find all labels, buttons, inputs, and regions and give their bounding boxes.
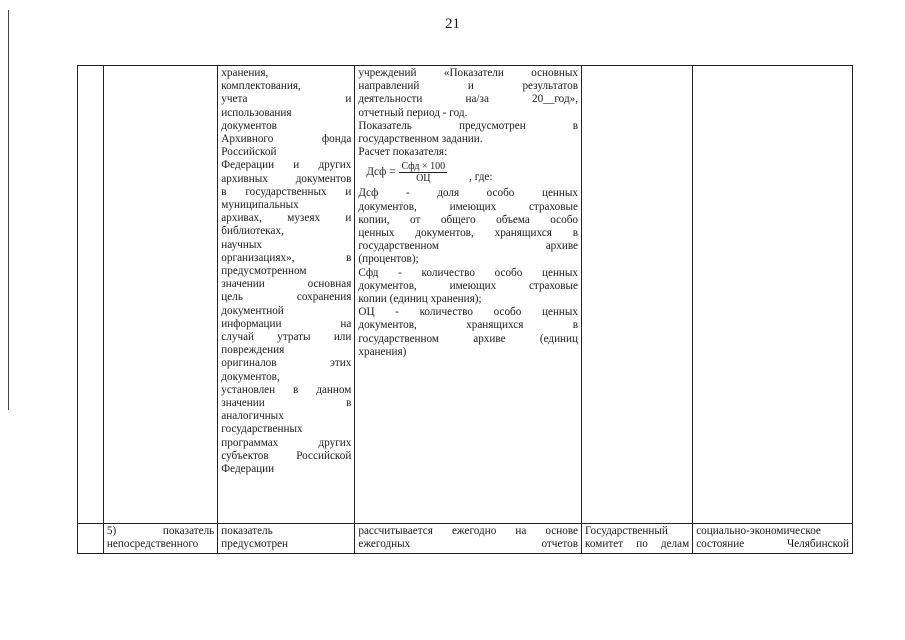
formula-denominator: ОЦ xyxy=(416,173,431,185)
text-line: социально-экономическое xyxy=(696,525,821,537)
text-line: оригиналов этих xyxy=(221,357,352,370)
text-line: непосредственного xyxy=(106,538,199,551)
text-line: значении основная xyxy=(221,278,352,291)
cell-indicator-name xyxy=(103,524,217,554)
text-line: отчетный период - год. xyxy=(358,106,468,119)
text-line: ценных документов, хранящихся в xyxy=(358,227,579,240)
text-line: Расчет показателя: xyxy=(358,146,448,159)
text-line: предусмотрен xyxy=(221,538,289,551)
indicator-table xyxy=(77,65,853,554)
text-line: Федерации и других xyxy=(221,159,352,172)
text-line: учета и xyxy=(221,93,352,106)
text-line: значении в xyxy=(221,397,352,410)
table-row xyxy=(78,524,853,554)
text-line: государственном архиве xyxy=(358,240,579,253)
text-line: субъектов Российской xyxy=(221,449,352,462)
cell-justification xyxy=(218,66,355,524)
text-line: Российской xyxy=(221,146,277,159)
text-line: государственных xyxy=(221,423,303,436)
formula-lhs: Дсф = xyxy=(366,166,396,179)
cell-responsible xyxy=(582,524,693,554)
formula-tail: , где: xyxy=(469,171,493,184)
text-line: показатель xyxy=(221,525,273,537)
text-line: документов, хранящихся в xyxy=(358,319,579,332)
text-line: государственном архиве (единиц xyxy=(358,332,579,345)
text-line: Федерации xyxy=(221,463,275,476)
cell-number xyxy=(78,524,104,554)
text-line: архивах, музеях и xyxy=(221,212,352,225)
text-line: программах других xyxy=(221,436,352,449)
table-row xyxy=(78,66,853,524)
text-line: копии (единиц хранения); xyxy=(358,293,482,306)
text-line: повреждения xyxy=(221,344,285,357)
formula-numerator: Сфд × 100 xyxy=(401,161,446,173)
text-line: комитет по делам xyxy=(585,538,690,551)
text-line: в государственных и xyxy=(221,185,352,198)
text-line: направлений и результатов xyxy=(358,80,579,93)
text-line: 5) показатель xyxy=(106,525,215,537)
text-line: хранения, xyxy=(221,67,269,79)
text-line: цель сохранения xyxy=(221,291,352,304)
text-line: учреждений «Показатели основных xyxy=(358,67,579,79)
cell-factors xyxy=(693,66,853,524)
cell-indicator-name xyxy=(103,66,217,524)
text-line: государственном задании. xyxy=(358,133,483,146)
cell-number xyxy=(78,66,104,524)
text-line: комплектования, xyxy=(221,80,301,93)
text-line: документной xyxy=(221,304,284,317)
text-line: документов xyxy=(221,119,277,132)
text-line: случай утраты или xyxy=(221,331,352,344)
cell-calculation-method xyxy=(355,66,582,524)
text-line: (процентов); xyxy=(358,253,419,266)
cell-calculation-method xyxy=(355,524,582,554)
text-line: Показатель предусмотрен в xyxy=(358,119,579,132)
text-line: документов, имеющих страховые xyxy=(358,200,579,213)
text-line: аналогичных xyxy=(221,410,284,423)
text-line: рассчитывается ежегодно на основе xyxy=(358,525,579,537)
text-line: информации на xyxy=(221,317,352,330)
text-line: ежегодных отчетов xyxy=(358,538,579,551)
text-line: установлен в данном xyxy=(221,383,352,396)
formula xyxy=(358,161,578,184)
text-line: Сфд - количество особо ценных xyxy=(358,266,579,279)
text-line: ОЦ - количество особо ценных xyxy=(358,306,579,319)
page-number: 21 xyxy=(445,16,460,32)
cell-responsible xyxy=(582,66,693,524)
text-line: научных xyxy=(221,238,262,251)
text-line: деятельности на/за 20__год», xyxy=(358,93,579,106)
text-line: хранения) xyxy=(358,345,407,358)
cell-justification xyxy=(218,524,355,554)
text-line: организациях», в xyxy=(221,251,352,264)
text-line: Архивного фонда xyxy=(221,133,352,146)
text-line: Дсф - доля особо ценных xyxy=(358,187,579,200)
cell-factors xyxy=(693,524,853,554)
text-line: состояние Челябинской xyxy=(696,538,849,551)
text-line: копии, от общего объема особо xyxy=(358,213,579,226)
left-margin-line xyxy=(8,10,9,410)
text-line: использования xyxy=(221,106,292,119)
text-line: библиотеках, xyxy=(221,225,284,238)
text-line: Государственный xyxy=(585,525,668,537)
text-line: предусмотренном xyxy=(221,265,307,278)
text-line: документов, xyxy=(221,370,280,383)
formula-fraction xyxy=(399,161,447,184)
text-line: архивных документов xyxy=(221,172,352,185)
text-line: документов, имеющих страховые xyxy=(358,279,579,292)
text-line: муниципальных xyxy=(221,199,299,212)
